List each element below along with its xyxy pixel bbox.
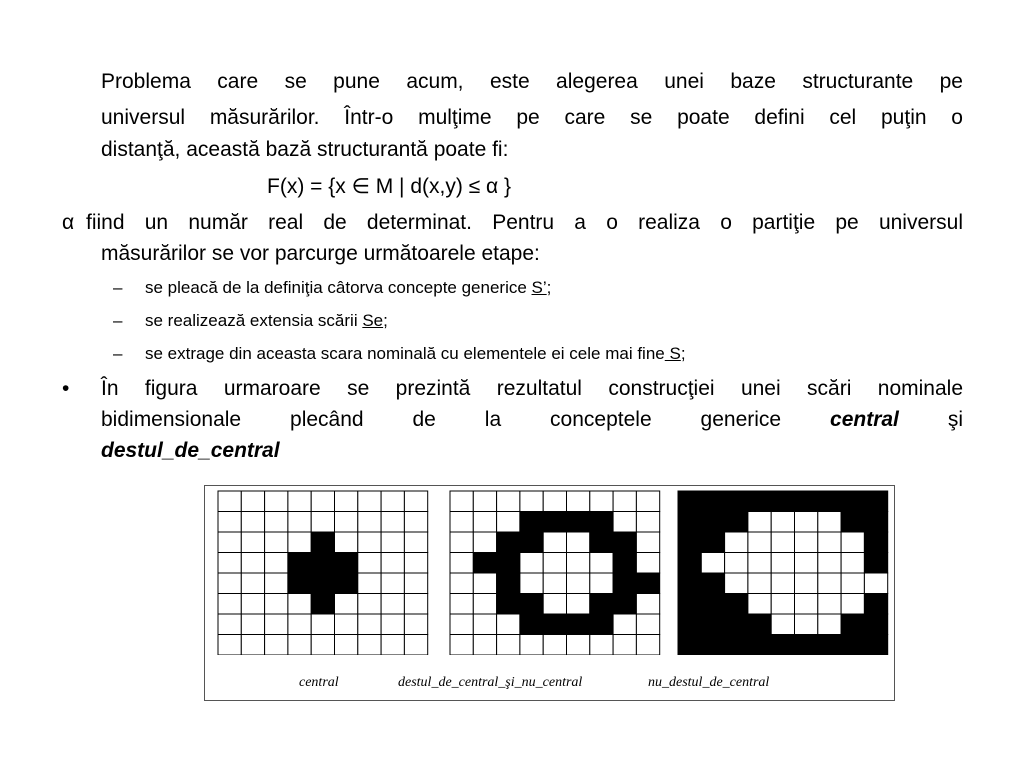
- step-1-end: ;: [546, 278, 552, 297]
- bullet-line2-text: bidimensionale plecând de la conceptele generice: [101, 408, 831, 431]
- destul-cell: [450, 491, 473, 512]
- destul-cell: [497, 512, 520, 533]
- nu-destul-cell: [841, 573, 864, 594]
- nu-destul-cell: [795, 532, 818, 553]
- destul-cell: [567, 614, 590, 635]
- destul-cell: [567, 553, 590, 574]
- central-cell: [381, 512, 404, 533]
- step-2-text: se realizează extensia scării: [145, 311, 363, 330]
- nu-destul-cell: [795, 573, 818, 594]
- central-cell: [311, 491, 334, 512]
- central-cell: [241, 553, 264, 574]
- destul-cell: [636, 635, 659, 656]
- central-cell: [265, 553, 288, 574]
- central-cell: [288, 491, 311, 512]
- destul-cell: [613, 553, 636, 574]
- nu-destul-cell: [701, 594, 724, 615]
- nu-destul-cell: [701, 553, 724, 574]
- destul-cell: [473, 594, 496, 615]
- destul-cell: [590, 553, 613, 574]
- destul-cell: [543, 573, 566, 594]
- destul-cell: [636, 553, 659, 574]
- nu-destul-cell: [678, 532, 701, 553]
- central-cell: [358, 573, 381, 594]
- step-dash-1: –: [113, 278, 123, 297]
- destul-cell: [567, 635, 590, 656]
- nu-destul-cell: [818, 491, 841, 512]
- central-cell: [404, 491, 427, 512]
- destul-cell: [497, 553, 520, 574]
- nu-destul-cell: [795, 491, 818, 512]
- para2-line1: fiind un număr real de determinat. Pentru a o realiza o partiţie pe universul: [86, 211, 963, 234]
- destul-cell: [613, 512, 636, 533]
- nu-destul-cell: [725, 635, 748, 656]
- step-1: [145, 276, 551, 300]
- central-cell: [288, 635, 311, 656]
- central-cell: [218, 635, 241, 656]
- central-cell: [241, 512, 264, 533]
- destul-cell: [613, 635, 636, 656]
- caption-destul-si-nu-central: destul_de_central_şi_nu_central: [398, 675, 583, 690]
- nu-destul-cell: [701, 635, 724, 656]
- central-cell: [311, 553, 334, 574]
- destul-cell: [520, 553, 543, 574]
- central-cell: [288, 614, 311, 635]
- destul-cell: [590, 573, 613, 594]
- step-3-text: se extrage din aceasta scara nominală cu elementele ei cele mai fine: [145, 344, 665, 363]
- destul-cell: [473, 512, 496, 533]
- central-cell: [218, 573, 241, 594]
- grid-destul-de-central: [449, 490, 661, 655]
- step-dash-3: –: [113, 344, 123, 363]
- nu-destul-cell: [818, 614, 841, 635]
- central-cell: [265, 635, 288, 656]
- central-cell: [288, 573, 311, 594]
- destul-cell: [567, 491, 590, 512]
- destul-cell: [543, 512, 566, 533]
- destul-cell: [636, 614, 659, 635]
- central-cell: [311, 532, 334, 553]
- destul-cell: [450, 614, 473, 635]
- central-cell: [265, 532, 288, 553]
- nu-destul-cell: [864, 635, 887, 656]
- central-cell: [241, 594, 264, 615]
- nu-destul-cell: [795, 594, 818, 615]
- central-cell: [288, 532, 311, 553]
- central-cell: [218, 553, 241, 574]
- destul-cell: [590, 532, 613, 553]
- destul-cell: [636, 512, 659, 533]
- central-cell: [335, 512, 358, 533]
- destul-cell: [473, 635, 496, 656]
- destul-cell: [567, 594, 590, 615]
- central-cell: [218, 594, 241, 615]
- central-cell: [241, 491, 264, 512]
- nu-destul-cell: [725, 532, 748, 553]
- destul-cell: [473, 614, 496, 635]
- destul-cell: [567, 532, 590, 553]
- destul-cell: [613, 594, 636, 615]
- central-cell: [358, 614, 381, 635]
- nu-destul-cell: [748, 594, 771, 615]
- central-cell: [265, 594, 288, 615]
- nu-destul-cell: [748, 491, 771, 512]
- central-cell: [265, 573, 288, 594]
- destul-cell: [520, 594, 543, 615]
- destul-cell: [613, 614, 636, 635]
- destul-cell: [497, 491, 520, 512]
- central-cell: [241, 614, 264, 635]
- nu-destul-cell: [771, 553, 794, 574]
- para1-line2: universul măsurărilor. Într-o mulţime pe care se poate defini cel puţin o: [101, 106, 963, 129]
- nu-destul-cell: [678, 594, 701, 615]
- destul-cell: [520, 512, 543, 533]
- nu-destul-cell: [748, 573, 771, 594]
- central-cell: [311, 635, 334, 656]
- central-cell: [218, 491, 241, 512]
- destul-cell: [450, 532, 473, 553]
- nu-destul-cell: [701, 573, 724, 594]
- step-3-end: ;: [680, 344, 686, 363]
- central-cell: [404, 512, 427, 533]
- concept-central: central: [830, 408, 899, 431]
- nu-destul-cell: [818, 573, 841, 594]
- nu-destul-cell: [795, 553, 818, 574]
- central-cell: [381, 532, 404, 553]
- central-cell: [265, 614, 288, 635]
- central-cell: [381, 614, 404, 635]
- nu-destul-cell: [818, 553, 841, 574]
- nu-destul-cell: [725, 512, 748, 533]
- para1-line1: Problema care se pune acum, este alegerea unei baze structurante pe: [101, 70, 963, 93]
- destul-cell: [450, 594, 473, 615]
- central-cell: [335, 532, 358, 553]
- alpha-symbol: α: [62, 211, 75, 234]
- nu-destul-cell: [864, 512, 887, 533]
- nu-destul-cell: [725, 491, 748, 512]
- destul-cell: [613, 573, 636, 594]
- destul-cell: [450, 635, 473, 656]
- grid-nu-destul-de-central: [677, 490, 889, 655]
- central-cell: [381, 594, 404, 615]
- central-cell: [288, 553, 311, 574]
- nu-destul-cell: [701, 614, 724, 635]
- destul-cell: [497, 635, 520, 656]
- caption-nu-destul-de-central: nu_destul_de_central: [648, 675, 770, 690]
- nu-destul-cell: [841, 594, 864, 615]
- step-2: [145, 309, 388, 333]
- destul-cell: [590, 635, 613, 656]
- bullet-line2: [101, 405, 963, 435]
- central-cell: [288, 512, 311, 533]
- nu-destul-cell: [725, 594, 748, 615]
- central-cell: [335, 491, 358, 512]
- step-dash-2: –: [113, 311, 123, 330]
- central-cell: [404, 573, 427, 594]
- destul-cell: [590, 512, 613, 533]
- concept-destul-de-central: destul_de_central: [101, 439, 280, 462]
- destul-cell: [543, 553, 566, 574]
- destul-cell: [450, 553, 473, 574]
- nu-destul-cell: [748, 532, 771, 553]
- nu-destul-cell: [748, 553, 771, 574]
- destul-cell: [636, 532, 659, 553]
- destul-cell: [590, 491, 613, 512]
- nu-destul-cell: [678, 491, 701, 512]
- destul-cell: [543, 532, 566, 553]
- central-cell: [265, 512, 288, 533]
- nu-destul-cell: [864, 553, 887, 574]
- nu-destul-cell: [864, 491, 887, 512]
- destul-cell: [636, 594, 659, 615]
- destul-cell: [613, 532, 636, 553]
- nu-destul-cell: [701, 532, 724, 553]
- destul-cell: [450, 573, 473, 594]
- destul-cell: [520, 573, 543, 594]
- destul-cell: [520, 491, 543, 512]
- nu-destul-cell: [678, 512, 701, 533]
- central-cell: [218, 512, 241, 533]
- central-cell: [311, 512, 334, 533]
- nu-destul-cell: [748, 512, 771, 533]
- central-cell: [358, 491, 381, 512]
- nu-destul-cell: [771, 512, 794, 533]
- nu-destul-cell: [841, 553, 864, 574]
- central-cell: [241, 635, 264, 656]
- step-1-text: se pleacă de la definiţia câtorva concepte generice: [145, 278, 532, 297]
- destul-cell: [497, 614, 520, 635]
- nu-destul-cell: [841, 614, 864, 635]
- central-cell: [404, 614, 427, 635]
- destul-cell: [497, 532, 520, 553]
- destul-cell: [543, 635, 566, 656]
- destul-cell: [543, 614, 566, 635]
- central-cell: [381, 573, 404, 594]
- central-cell: [381, 491, 404, 512]
- step-1-link: S’: [531, 278, 547, 297]
- nu-destul-cell: [771, 573, 794, 594]
- nu-destul-cell: [725, 614, 748, 635]
- central-cell: [381, 635, 404, 656]
- central-cell: [241, 573, 264, 594]
- central-cell: [241, 532, 264, 553]
- nu-destul-cell: [771, 614, 794, 635]
- nu-destul-cell: [701, 512, 724, 533]
- central-cell: [404, 594, 427, 615]
- nu-destul-cell: [771, 635, 794, 656]
- bullet-line1: În figura urmaroare se prezintă rezultatul construcţiei unei scări nominale: [101, 377, 963, 400]
- central-cell: [335, 635, 358, 656]
- central-cell: [311, 594, 334, 615]
- bullet-line2-and: şi: [898, 408, 963, 431]
- nu-destul-cell: [864, 594, 887, 615]
- central-cell: [404, 635, 427, 656]
- nu-destul-cell: [795, 512, 818, 533]
- destul-cell: [543, 491, 566, 512]
- destul-cell: [636, 491, 659, 512]
- destul-cell: [520, 532, 543, 553]
- central-cell: [288, 594, 311, 615]
- central-cell: [218, 614, 241, 635]
- destul-cell: [636, 573, 659, 594]
- destul-cell: [473, 573, 496, 594]
- nu-destul-cell: [725, 573, 748, 594]
- nu-destul-cell: [864, 532, 887, 553]
- destul-cell: [450, 512, 473, 533]
- nu-destul-cell: [748, 614, 771, 635]
- formula: F(x) = {x ∈ M | d(x,y) ≤ α }: [267, 175, 512, 198]
- nu-destul-cell: [818, 635, 841, 656]
- nu-destul-cell: [795, 614, 818, 635]
- central-cell: [311, 573, 334, 594]
- destul-cell: [590, 594, 613, 615]
- nu-destul-cell: [818, 512, 841, 533]
- step-3: [145, 342, 686, 366]
- destul-cell: [497, 594, 520, 615]
- nu-destul-cell: [818, 532, 841, 553]
- central-cell: [358, 512, 381, 533]
- destul-cell: [520, 635, 543, 656]
- nu-destul-cell: [748, 635, 771, 656]
- nu-destul-cell: [725, 553, 748, 574]
- central-cell: [335, 594, 358, 615]
- nu-destul-cell: [771, 532, 794, 553]
- central-cell: [218, 532, 241, 553]
- step-3-link: S: [664, 344, 681, 363]
- destul-cell: [567, 512, 590, 533]
- nu-destul-cell: [841, 491, 864, 512]
- nu-destul-cell: [771, 491, 794, 512]
- step-2-link: Se: [362, 311, 384, 330]
- central-cell: [265, 491, 288, 512]
- nu-destul-cell: [795, 635, 818, 656]
- nu-destul-cell: [818, 594, 841, 615]
- nu-destul-cell: [678, 635, 701, 656]
- central-cell: [335, 614, 358, 635]
- central-cell: [404, 532, 427, 553]
- central-cell: [335, 573, 358, 594]
- central-cell: [404, 553, 427, 574]
- nu-destul-cell: [701, 491, 724, 512]
- central-cell: [358, 532, 381, 553]
- nu-destul-cell: [841, 532, 864, 553]
- nu-destul-cell: [841, 635, 864, 656]
- nu-destul-cell: [678, 553, 701, 574]
- nu-destul-cell: [678, 614, 701, 635]
- central-cell: [381, 553, 404, 574]
- nu-destul-cell: [864, 573, 887, 594]
- nu-destul-cell: [841, 512, 864, 533]
- nu-destul-cell: [678, 573, 701, 594]
- bullet-mark: •: [62, 377, 70, 400]
- central-cell: [311, 614, 334, 635]
- destul-cell: [473, 553, 496, 574]
- destul-cell: [473, 491, 496, 512]
- step-2-end: ;: [383, 311, 388, 330]
- nu-destul-cell: [771, 594, 794, 615]
- destul-cell: [543, 594, 566, 615]
- destul-cell: [590, 614, 613, 635]
- destul-cell: [567, 573, 590, 594]
- central-cell: [335, 553, 358, 574]
- nu-destul-cell: [864, 614, 887, 635]
- central-cell: [358, 594, 381, 615]
- destul-cell: [473, 532, 496, 553]
- destul-cell: [497, 573, 520, 594]
- caption-central: central: [299, 675, 339, 690]
- central-cell: [358, 553, 381, 574]
- para1-line3: distanţă, această bază structurantă poate fi:: [101, 138, 509, 161]
- destul-cell: [520, 614, 543, 635]
- grid-central: [217, 490, 429, 655]
- central-cell: [358, 635, 381, 656]
- para2-line2: măsurărilor se vor parcurge următoarele etape:: [101, 242, 540, 265]
- destul-cell: [613, 491, 636, 512]
